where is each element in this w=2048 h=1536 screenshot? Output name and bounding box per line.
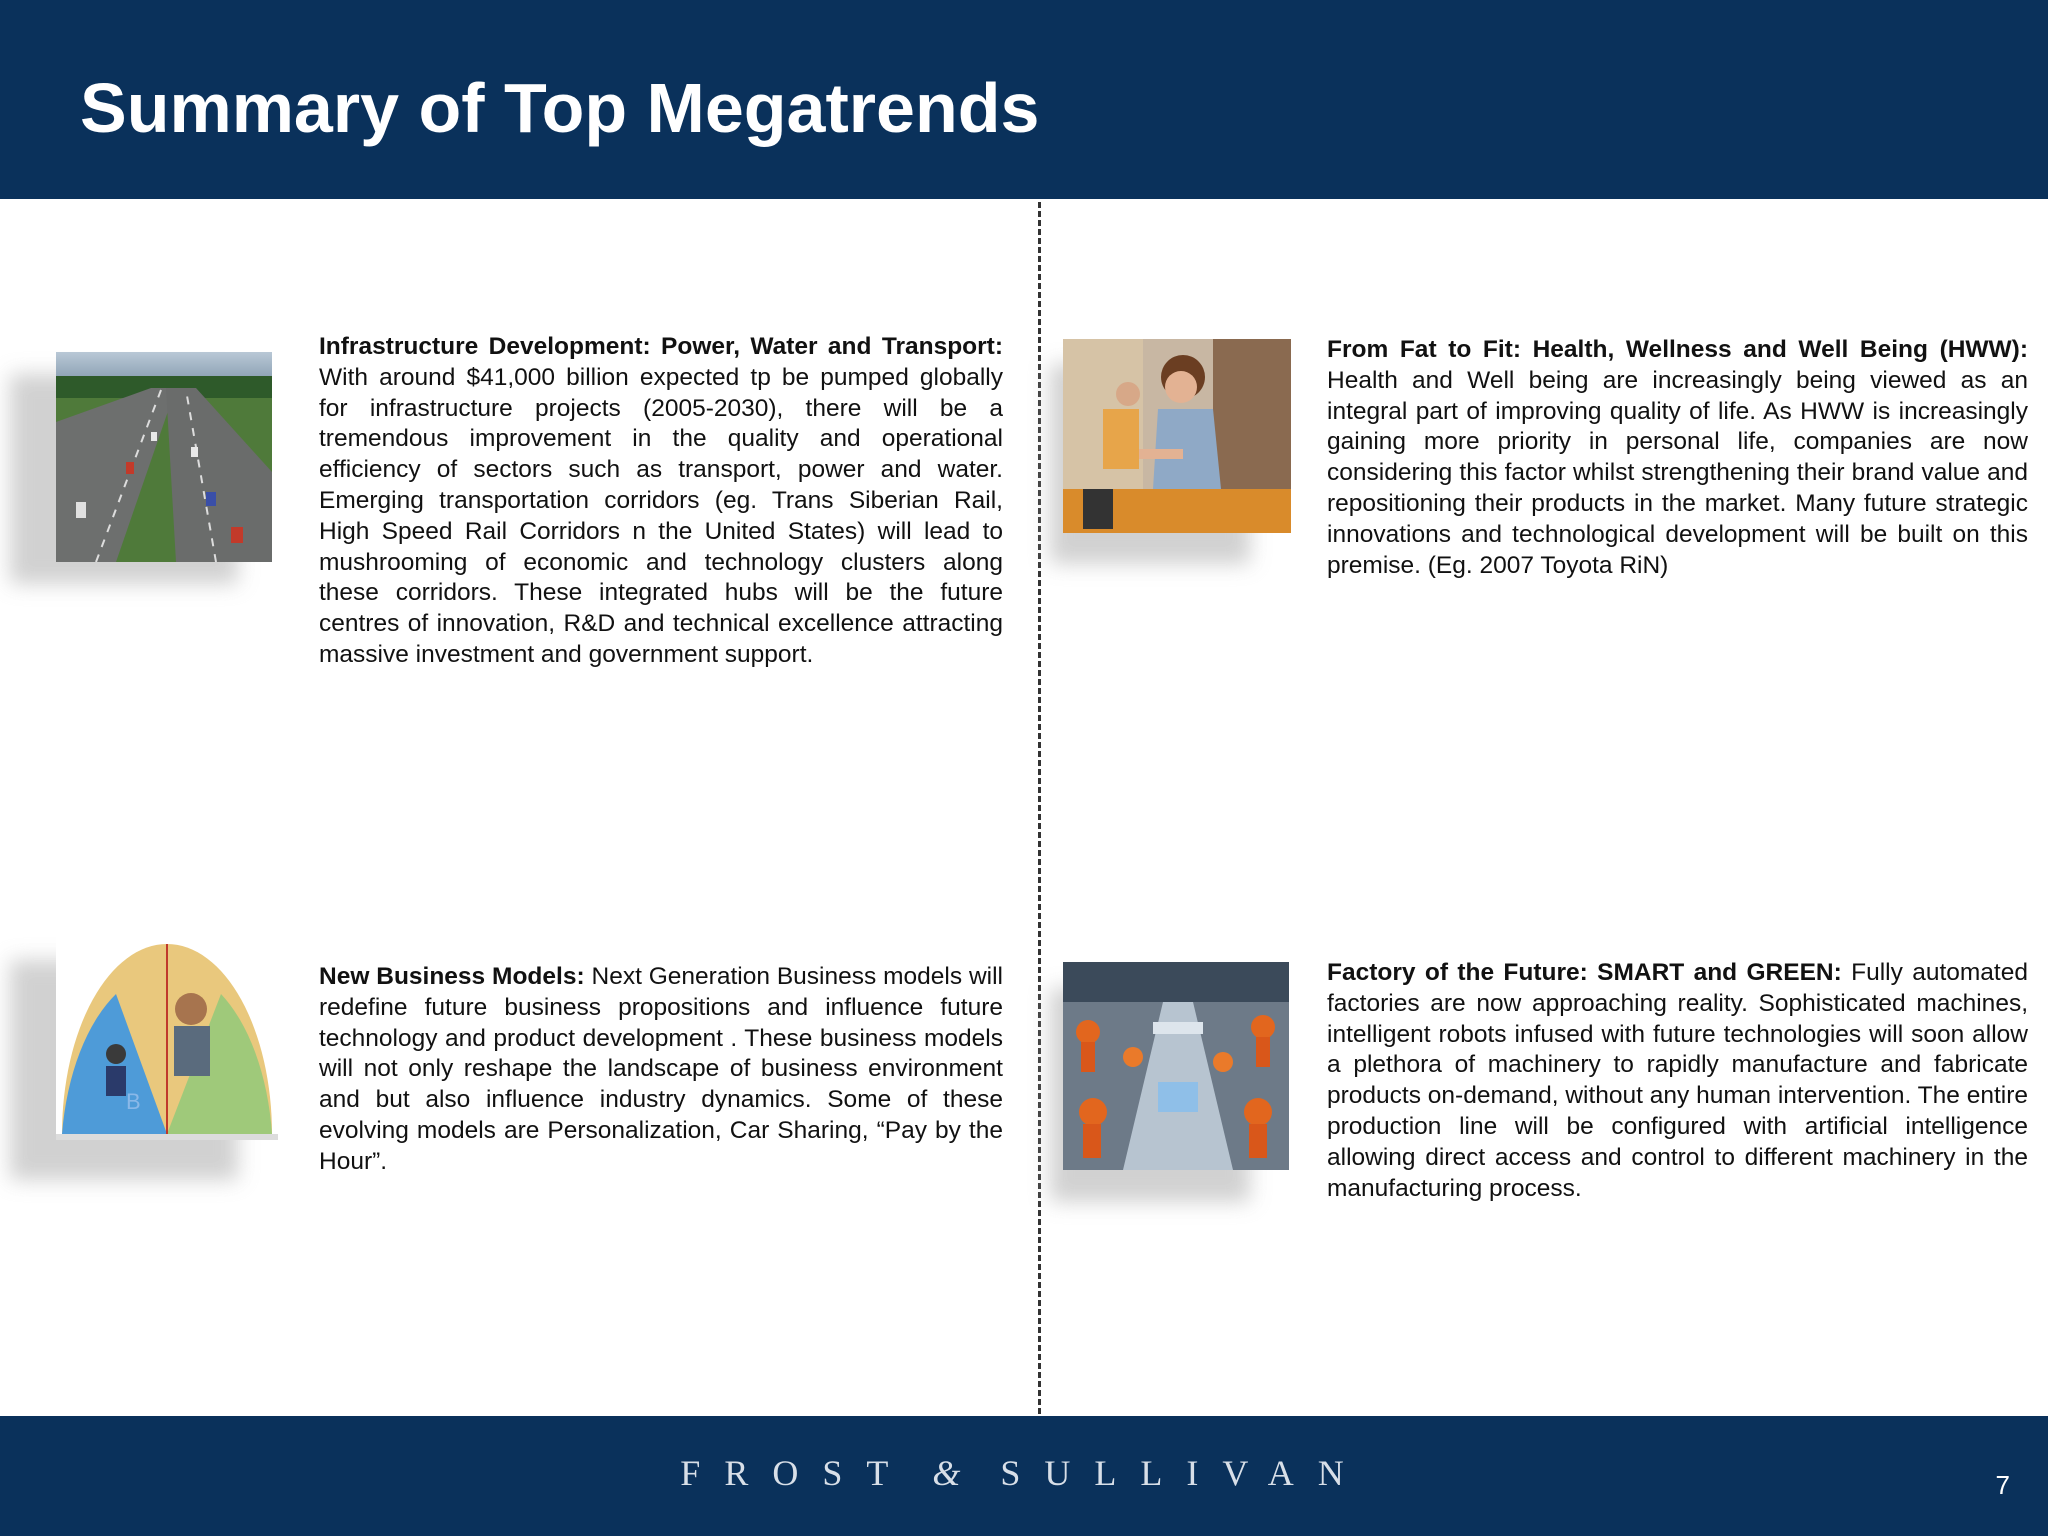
trend-heading: From Fat to Fit: Health, Wellness and Well Being (HWW): [1327, 336, 2028, 363]
logo-sullivan: SULLIVAN [1000, 1453, 1368, 1493]
column-divider [1038, 202, 1041, 1414]
trend-health-text [1327, 335, 2028, 581]
header-bar [0, 0, 2048, 199]
highway-traffic-photo [56, 352, 272, 562]
fitness-cycling-photo [1063, 339, 1291, 533]
page-number: 7 [1995, 1470, 2010, 1500]
trend-infrastructure-text [319, 332, 1003, 671]
trend-body: Fully automated factories are now approaching reality. Sophisticated machines, intelligent robots infused with future technologies will soon allow a plethora of machinery to rapidly manufacture and fabricate products on-demand, without any human intervention. The entire production line will be configured with artificial intelligence allowing direct access and control to different machinery in the manufacturing process. [1327, 959, 2028, 1202]
footer-bar [0, 1416, 2048, 1536]
trend-factory-text [1327, 958, 2028, 1204]
trend-body: Health and Well being are increasingly being viewed as an integral part of improving quality of life. As HWW is increasingly gaining more priority in personal life, companies are now considering this factor whilst strengthening their brand value and repositioning their products in the market. Many future strategic innovations and technological development will be built on this premise. (Eg. 2007 Toyota RiN) [1327, 366, 2028, 579]
trend-heading: Infrastructure Development: Power, Water and Transport: [319, 333, 1003, 360]
logo-frost: FROST [680, 1453, 913, 1493]
robot-factory-photo [1063, 962, 1289, 1170]
business-people-collage [56, 934, 278, 1140]
trend-heading: New Business Models: [319, 963, 585, 990]
trend-body: Next Generation Business models will redefine future business propositions and influence future technology and product development . These business models will not only reshape the landscape of business environment and but also influence industry dynamics. Some of these evolving models are Personalization, Car Sharing, “Pay by the Hour”. [319, 963, 1004, 1175]
frost-sullivan-logo [0, 1452, 2048, 1494]
svg-text:B: B [126, 1089, 141, 1114]
page-title: Summary of Top Megatrends [80, 69, 1040, 147]
logo-ampersand: & [932, 1453, 961, 1493]
trend-body: With around $41,000 billion expected tp be pumped globally for infrastructure projects (2005-2030), there will be a tremendous improvement in the quality and operational efficiency of sectors such as transport, power and water. Emerging transportation corridors (eg. Trans Siberian Rail, High Speed Rail Corridors n the United States) will lead to mushrooming of economic and technology clusters along these corridors. These integrated hubs will be the future centres of innovation, R&D and technical excellence attracting massive investment and government support. [319, 363, 1003, 668]
trend-heading: Factory of the Future: SMART and GREEN: [1327, 959, 1842, 986]
trend-business-models-text [319, 962, 1003, 1178]
